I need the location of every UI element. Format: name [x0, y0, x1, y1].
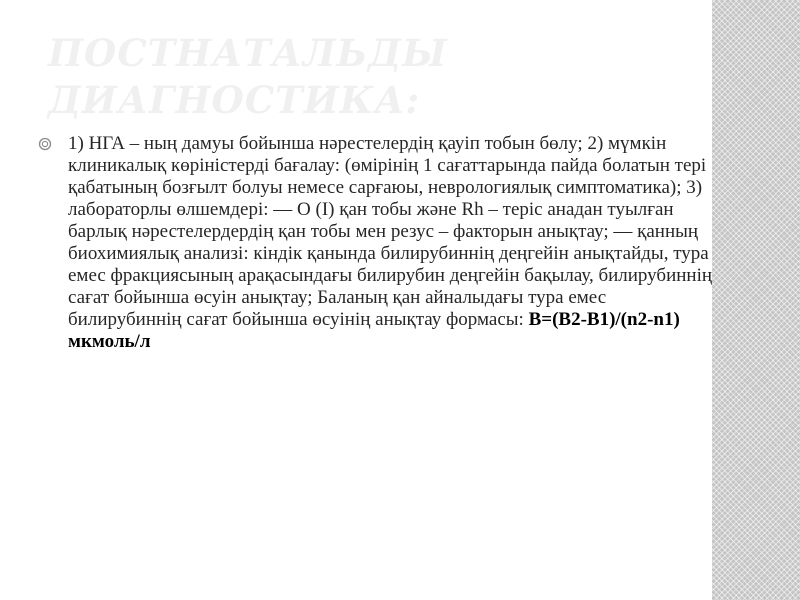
decorative-side-stripe [712, 0, 800, 600]
formula-text: В=(В2-В1)/(n2-n1) мкмоль/л [68, 309, 680, 352]
slide-title: ПОСТНАТАЛЬДЫ ДИАГНОСТИКА: [48, 31, 448, 122]
bullet-paragraph [68, 133, 713, 353]
slide-content [38, 133, 713, 353]
circle-bullet-icon [38, 137, 52, 151]
paragraph-text: 1) НГА – ның дамуы бойынша нәрестелердің қауіп тобын бөлу; 2) мүмкін клиникалық көріністерді бағалау: (өмірінің 1 сағаттарында пайда болатын тері қабатының бозғылт болуы немесе сарғаюы, неврологиялық симптоматика); 3) лабораторлы өлшемдері: — О (І) қан тобы және Rh – теріс анадан туылған барлық нәрестелердердің қан тобы мен резус – факторын анықтау; — қанның биохимиялық анализі: кіндік қанында билирубиннің деңгейін анықтайды, тура емес фракциясының арақасындағы билирубин деңгейін бақылау, билирубиннің сағат бойынша өсуін анықтау; Баланың қан айналыдағы тура емес билирубиннің сағат бойынша өсуінің анықтау формасы: [68, 133, 713, 330]
